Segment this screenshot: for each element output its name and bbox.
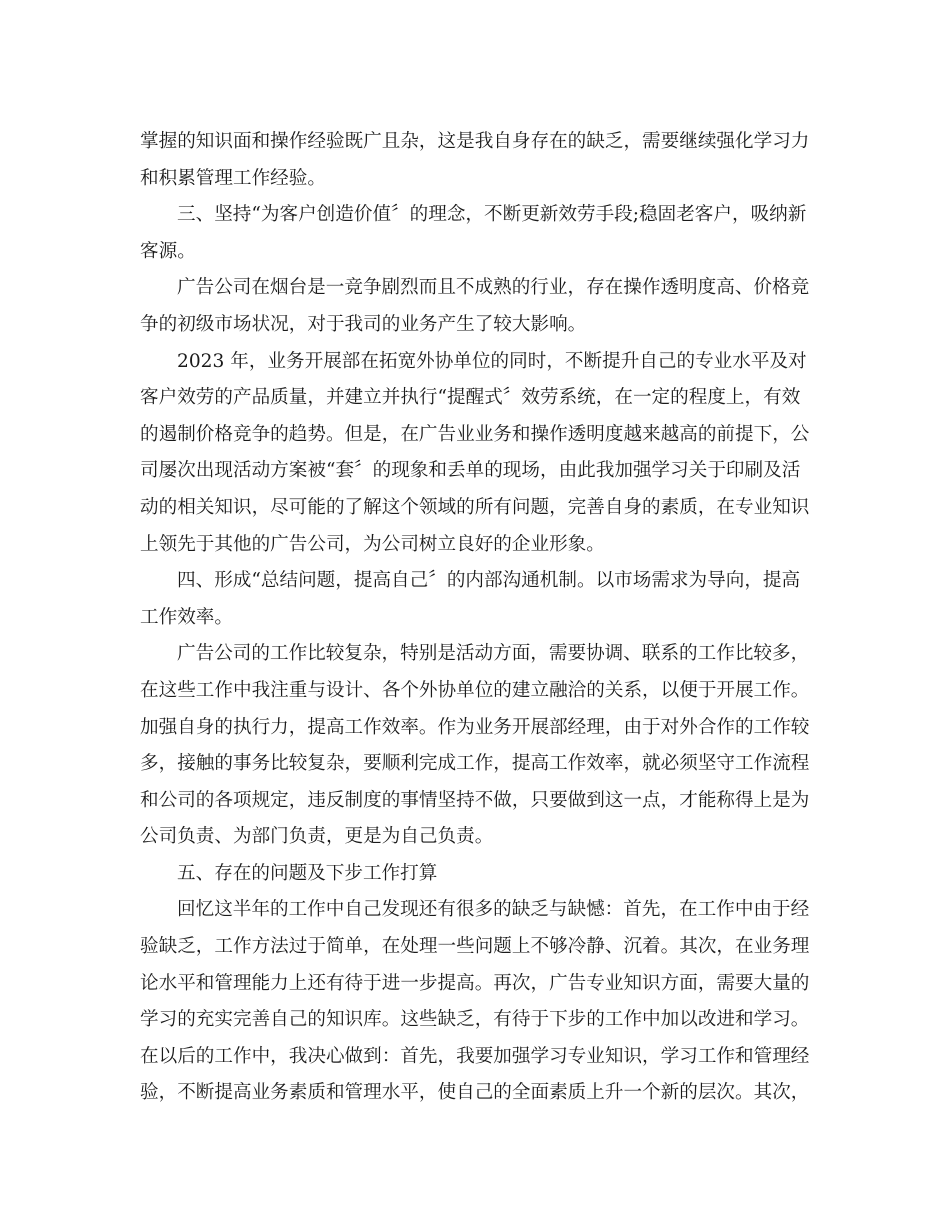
- heading-problems-and-plans: 五、存在的问题及下步工作打算: [177, 862, 438, 884]
- heading-customer-value: 三、坚持“为客户创造价值〞的理念，不断更新效劳手段;稳固老客户，吸纳新 客源。: [140, 204, 807, 262]
- paragraph-knowledge-shortcoming: 掌握的知识面和操作经验既广且杂，这是我自身存在的缺乏，需要继续强化学习力 和积累管理工作经验。: [140, 131, 810, 189]
- paragraph-reflection: 回忆这半年的工作中自己发现还有很多的缺乏与缺憾：首先，在工作中由于经 验缺乏，工作方法过于简单，在处理一些问题上不够冷静、沉着。其次，在业务理 论水平和管理能力上还有待于进一步提高。再次，广告专业知识方面，需要大量的 学习的充实完善自己的知识库。这些缺乏，有待于下步的工作中加以改进和学习。 在以后的工作中，我决心做到：首先，我要加强学习专业知识，学习工作和管理经 验，不断提高业务素质和管理水平，使自己的全面素质上升一个新的层次。其次，: [140, 899, 810, 1104]
- paragraph-market-situation: 广告公司在烟台是一竞争剧烈而且不成熟的行业，存在操作透明度高、价格竞 争的初级市场状况，对于我司的业务产生了较大影响。: [140, 277, 810, 335]
- paragraph-2023-work: 2023 年，业务开展部在拓宽外协单位的同时，不断提升自己的专业水平及对 客户效劳的产品质量，并建立并执行“提醒式〞效劳系统，在一定的程度上，有效 的遏制价格竞争的趋势。但是，在广告业业务和操作透明度越来越高的前提下，公 司屡次出现活动方案被“套〞的现象和丢单的现场，由此我加强学习关于印刷及活 动的相关知识，尽可能的了解这个领域的所有问题，完善自身的素质，在专业知识 上领先于其他的广告公司，为公司树立良好的企业形象。: [140, 350, 810, 555]
- document-page: [140, 124, 812, 1112]
- paragraph-coordination-work: 广告公司的工作比较复杂，特别是活动方面，需要协调、联系的工作比较多， 在这些工作中我注重与设计、各个外协单位的建立融洽的关系，以便于开展工作。 加强自身的执行力，提高工作效率。作为业务开展部经理，由于对外合作的工作较 多，接触的事务比较复杂，要顺利完成工作，提高工作效率，就必须坚守工作流程 和公司的各项规定，违反制度的事情坚持不做，只要做到这一点，才能称得上是为 公司负责、为部门负责，更是为自己负责。: [140, 643, 810, 848]
- heading-communication-mechanism: 四、形成“总结问题，提高自己〞的内部沟通机制。以市场需求为导向，提高 工作效率。: [140, 570, 801, 628]
